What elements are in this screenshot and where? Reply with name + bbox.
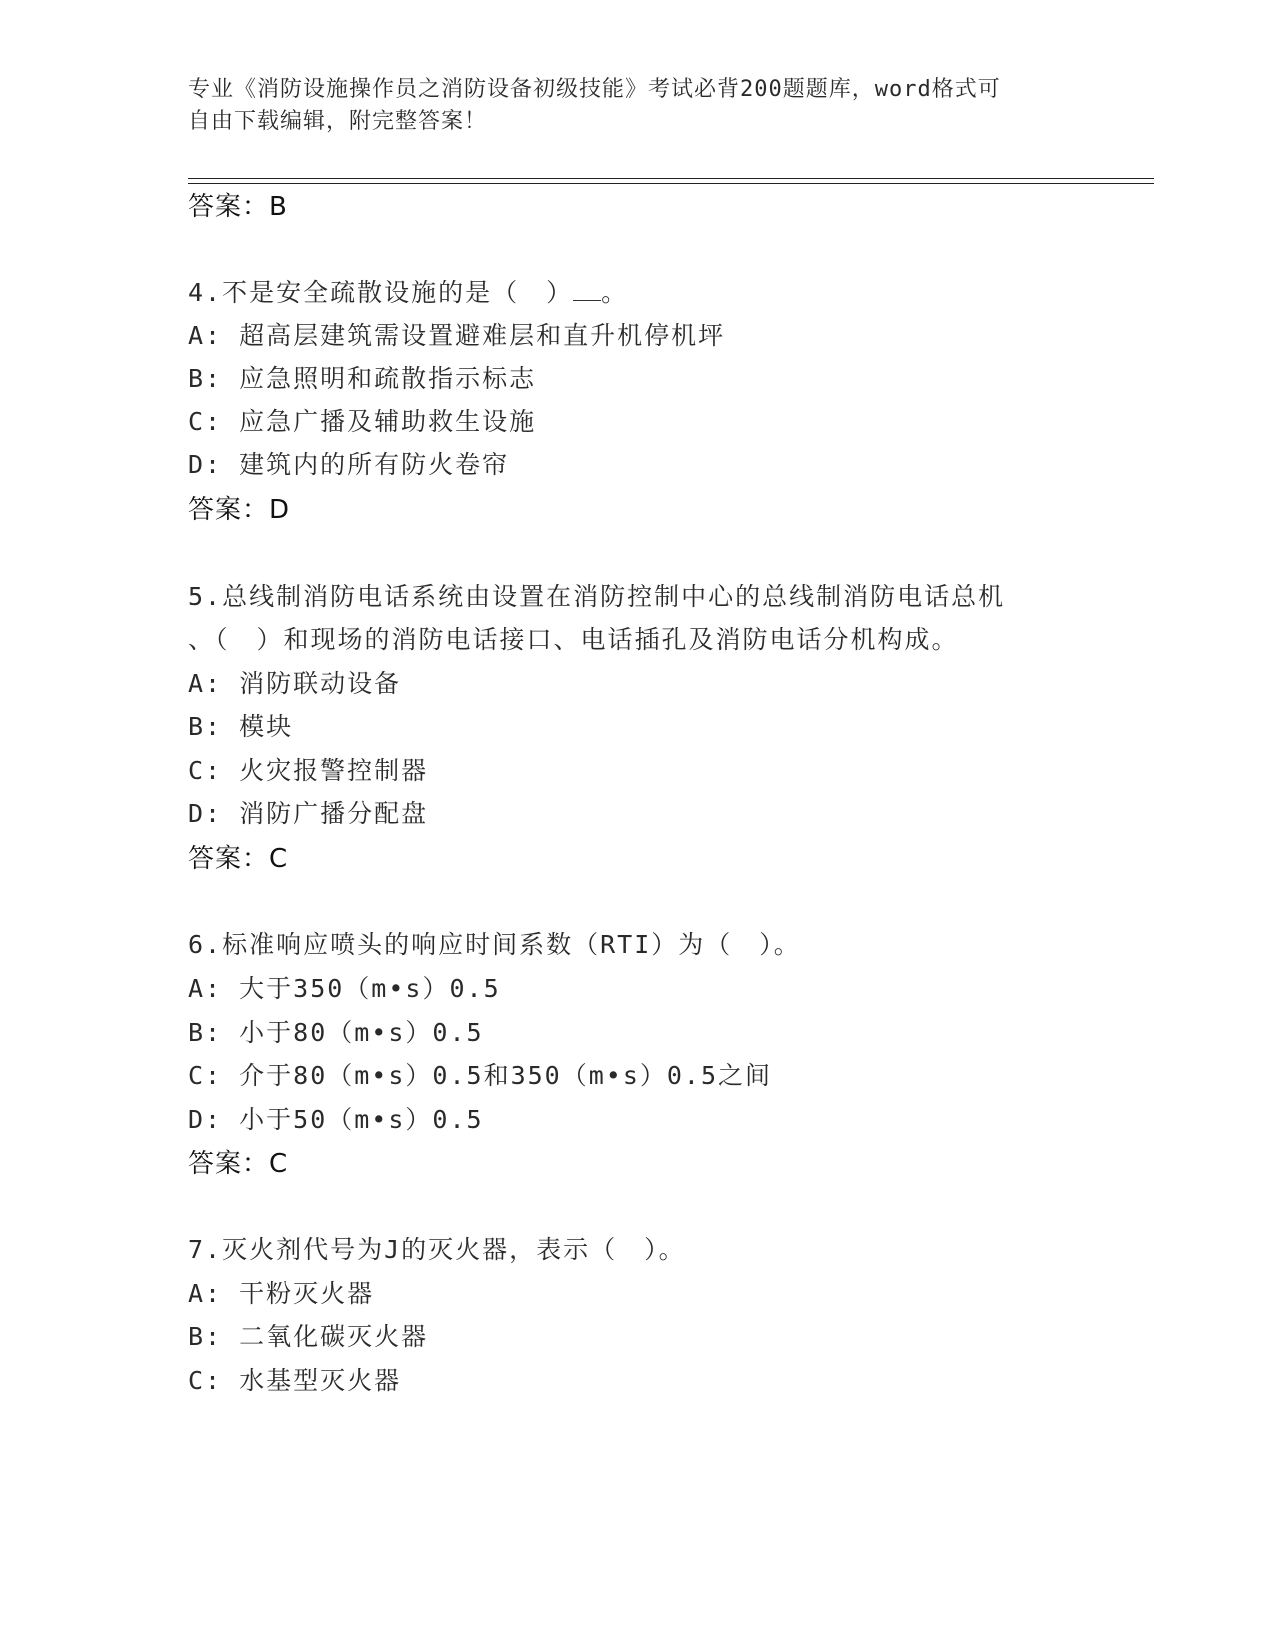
question-7-option-a: A: 干粉灭火器: [188, 1279, 375, 1308]
question-7-option-c: C: 水基型灭火器: [188, 1366, 402, 1395]
document-header: [188, 74, 1088, 138]
question-4-option-c: C: 应急广播及辅助救生设施: [188, 407, 537, 436]
header-line-1: 专业《消防设施操作员之消防设备初级技能》考试必背200题题库，word格式可: [188, 77, 1001, 102]
question-6-answer: 答案：C: [188, 1149, 289, 1179]
question-5-option-b: B: 模块: [188, 712, 294, 741]
question-4-answer: 答案：D: [188, 495, 291, 525]
header-line-2: 自由下载编辑，附完整答案！: [188, 109, 488, 134]
question-6-option-b: B: 小于80（m•s）0.5: [188, 1018, 484, 1047]
answer-prev: 答案：B: [188, 192, 288, 222]
question-6-option-c: C: 介于80（m•s）0.5和350（m•s）0.5之间: [188, 1061, 773, 1090]
question-6-stem: 6.标准响应喷头的响应时间系数（RTI）为（ ）。: [188, 930, 801, 959]
header-divider-bottom: [188, 183, 1154, 184]
question-6-option-a: A: 大于350（m•s）0.5: [188, 974, 501, 1003]
question-4-stem-end: 。: [601, 278, 629, 307]
question-4-option-d: D: 建筑内的所有防火卷帘: [188, 450, 510, 479]
question-5-stem-line-2: 、（ ）和现场的消防电话接口、电话插孔及消防电话分机构成。: [188, 625, 959, 654]
question-4-stem: [188, 276, 628, 310]
question-5-option-c: C: 火灾报警控制器: [188, 756, 429, 785]
question-6-option-d: D: 小于50（m•s）0.5: [188, 1105, 484, 1134]
question-5-answer: 答案：C: [188, 844, 289, 874]
question-5-option-a: A: 消防联动设备: [188, 669, 402, 698]
question-4-option-a: A: 超高层建筑需设置避难层和直升机停机坪: [188, 321, 726, 350]
question-7-stem: 7.灭火剂代号为J的灭火器，表示（ ）。: [188, 1235, 686, 1264]
question-5-stem-line-1: 5.总线制消防电话系统由设置在消防控制中心的总线制消防电话总机: [188, 582, 1006, 611]
header-divider-top: [188, 178, 1154, 179]
question-4-option-b: B: 应急照明和疏散指示标志: [188, 364, 537, 393]
question-7-option-b: B: 二氧化碳灭火器: [188, 1322, 429, 1351]
answer-blank: [573, 278, 601, 301]
question-5-option-d: D: 消防广播分配盘: [188, 799, 429, 828]
question-4-stem-text: 4.不是安全疏散设施的是（ ）: [188, 278, 574, 307]
